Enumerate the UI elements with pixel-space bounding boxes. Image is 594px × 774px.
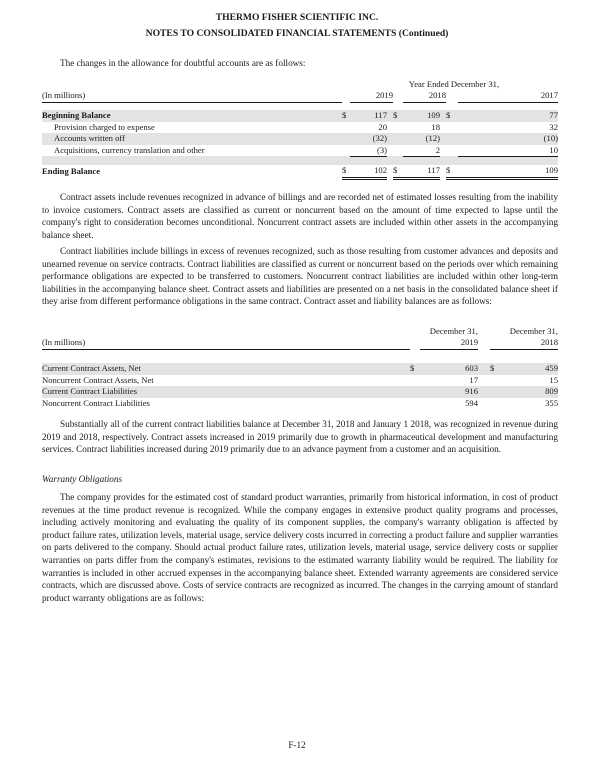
page-subtitle: NOTES TO CONSOLIDATED FINANCIAL STATEMENTS (Continued): [145, 28, 449, 39]
year-header: 2017: [458, 90, 558, 102]
row-label: Current Contract Liabilities: [42, 386, 410, 397]
contract-assets-paragraph: Contract assets include revenues recognized in advance of billings and are recorded net of estimated losses resulting from the inability to invoice customers. Contract assets are classified as current or noncurrent based on the amount of time expected to lapse until the company's right to consideration becomes unconditional. Noncurrent contract assets are included within other assets in the accompanying balance sheet.: [42, 192, 558, 240]
year-header: 2018: [403, 90, 446, 102]
table-row: Acquisitions, currency translation and other (3) 2 10: [42, 145, 558, 157]
substantially-paragraph: Substantially all of the current contract liabilities balance at December 31, 2018 and January 1 2018, was recognized in revenue during 2019 and 2018, respectively. Contract assets increased in 2019 primarily due to growth in pharmaceutical development and manufacturing services. Contract liabilities increased during 2019 primarily due to an advance payment from a customer and an acquisition.: [42, 419, 558, 455]
table-row: Noncurrent Contract Liabilities 594 355: [42, 397, 558, 408]
table-row: Provision charged to expense 20 18 32: [42, 122, 558, 133]
table-row: Beginning Balance $ 117 $ 109 $ 77: [42, 110, 558, 121]
row-label: Accounts written off: [42, 133, 342, 144]
contract-balances-table: [42, 326, 558, 409]
row-label: Acquisitions, currency translation and other: [54, 144, 205, 155]
col-header: December 31,: [429, 326, 478, 336]
page-number: F-12: [288, 740, 306, 750]
year-header: 2019: [350, 90, 393, 102]
table-row: Current Contract Assets, Net $ 603 $ 459: [42, 363, 558, 374]
table-row: Accounts written off (32) (12) (10): [42, 133, 558, 144]
company-name: THERMO FISHER SCIENTIFIC INC.: [215, 12, 379, 23]
row-label: Current Contract Assets, Net: [42, 363, 410, 374]
row-label: Noncurrent Contract Liabilities: [42, 397, 150, 408]
row-label: Provision charged to expense: [54, 121, 155, 132]
row-label: Beginning Balance: [42, 110, 342, 121]
table-row: Noncurrent Contract Assets, Net 17 15: [42, 374, 558, 385]
col-header: 2018: [500, 337, 558, 349]
allowance-table: [42, 79, 558, 180]
row-label: Noncurrent Contract Assets, Net: [42, 374, 154, 385]
unit-label: (In millions): [42, 337, 410, 349]
warranty-heading: Warranty Obligations: [42, 474, 123, 484]
period-header: Year Ended December 31,: [408, 79, 500, 89]
table-row: Ending Balance $ 102 $ 117 $ 109: [42, 165, 558, 178]
unit-label: (In millions): [42, 90, 342, 102]
col-header: 2019: [420, 337, 478, 349]
col-header: December 31,: [509, 326, 558, 336]
table-row: Current Contract Liabilities 916 809: [42, 386, 558, 397]
warranty-paragraph: The company provides for the estimated cost of standard product warranties, primarily from historical information, in cost of product revenues at the time product revenue is recognized. While the company engages in extensive product quality programs and processes, including actively monitoring and evaluating the quality of its component supplies, the company's warranty obligation is affected by product failure rates, utilization levels, material usage, service delivery costs incurred in correcting a product failure and supplier warranties on parts delivered to the company. Should actual product failure rates, utilization levels, material usage, service delivery costs or supplier warranties on parts differ from the company's estimates, revisions to the estimated warranty liability would be required. The liability for warranties is included in other accrued expenses in the accompanying balance sheet. Extended warranty agreements are considered service contracts, which are discussed above. Costs of service contracts are recognized as incurred. The changes in the carrying amount of standard product warranty obligations are as follows:: [42, 492, 558, 603]
row-label: Ending Balance: [42, 166, 101, 177]
contract-liabilities-paragraph: Contract liabilities include billings in excess of revenues recognized, such as those resulting from customer advances and deposits and unearned revenue on service contracts. Contract liabilities are classified as current or noncurrent based on the periods over which remaining performance obligations are expected to be transferred to customers. Noncurrent contract liabilities are included within other long-term liabilities in the accompanying balance sheet. Contract assets and liabilities are presented on a net basis in the consolidated balance sheet if they arise from different performance obligations in the same contract. Contract asset and liability balances are as follows:: [42, 246, 558, 307]
allowance-intro: The changes in the allowance for doubtful accounts are as follows:: [60, 58, 306, 68]
